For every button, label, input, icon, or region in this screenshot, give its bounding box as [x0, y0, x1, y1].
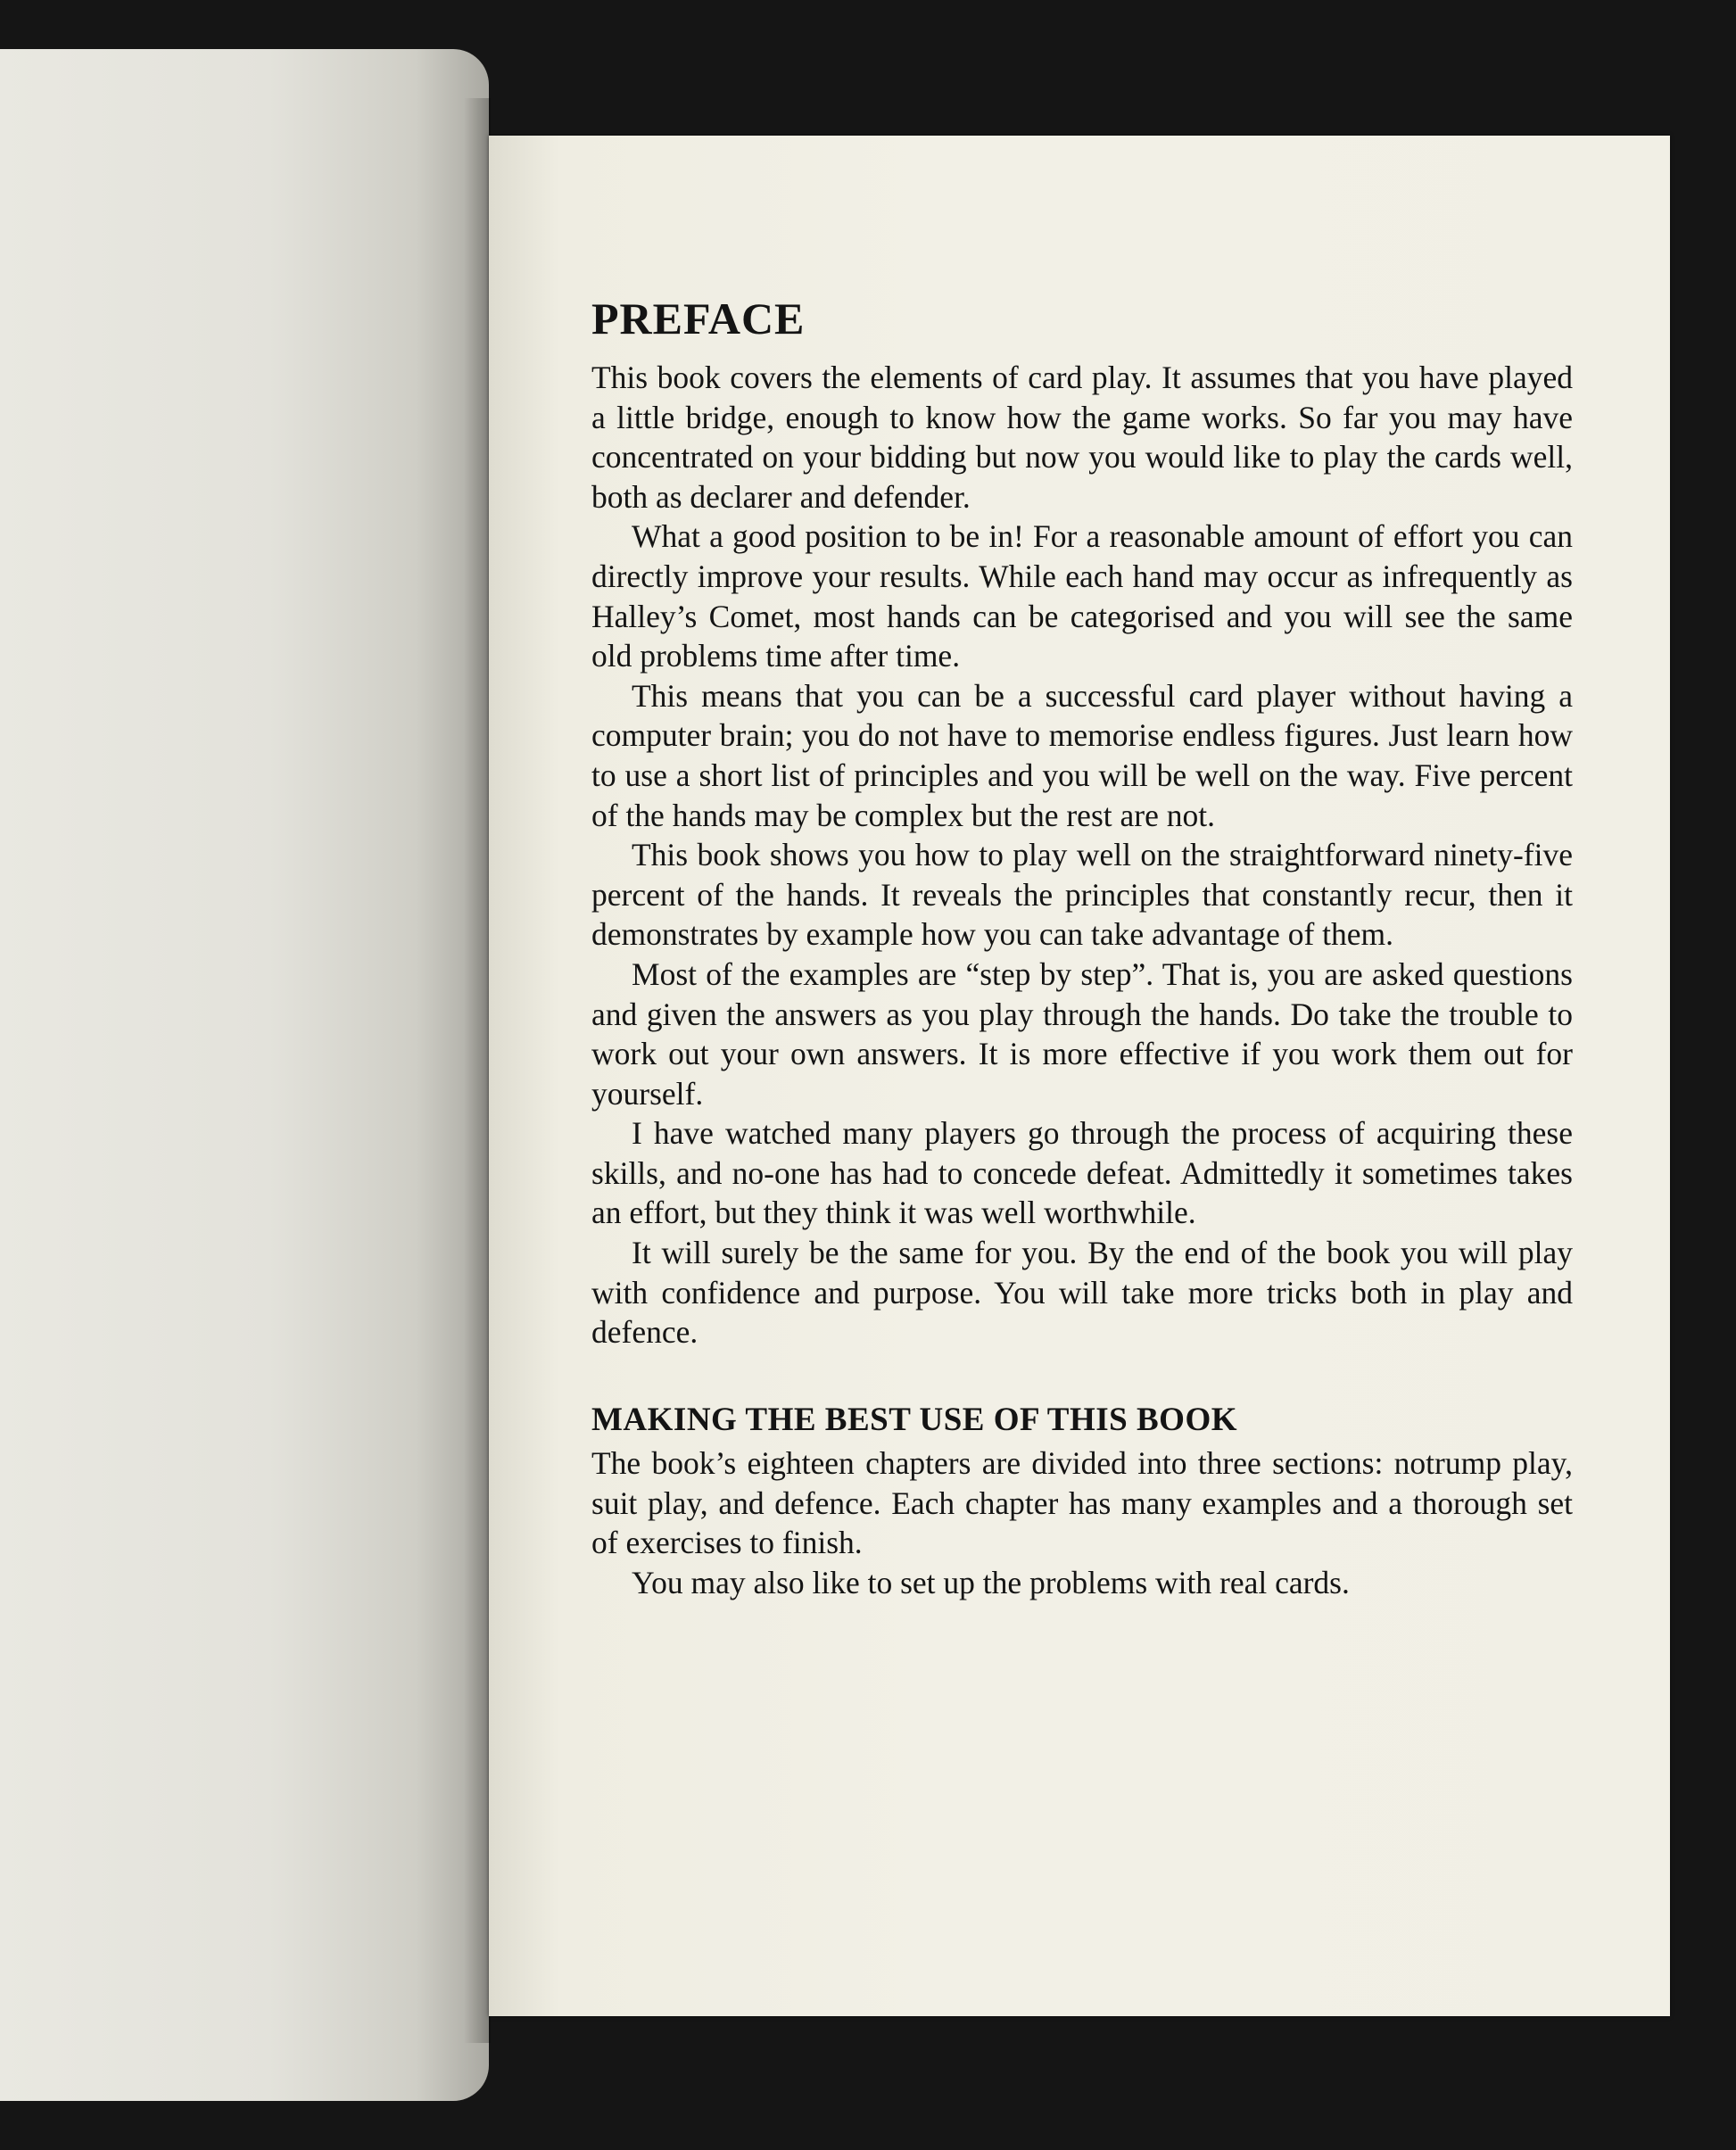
- section-paragraph: You may also like to set up the problems with real cards.: [632, 1565, 1350, 1601]
- right-page: [489, 136, 1670, 2016]
- preface-paragraph: It will surely be the same for you. By the end of the book you will play with confidence and purpose. You will take more tricks both in play and defence.: [591, 1235, 1573, 1351]
- preface-paragraph: This means that you can be a successful card player without having a computer brain; you do not have to memorise endless figures. Just learn how to use a short list of principles and you will be well on the way. Five percent of the hands may be complex but the rest are not.: [591, 677, 1573, 833]
- book-gutter: [464, 98, 491, 2043]
- page-content: [591, 294, 1573, 1603]
- left-page: [0, 49, 489, 2101]
- preface-paragraph: I have watched many players go through the process of acquiring these skills, and no-one has had to concede defeat. Admittedly it sometimes takes an effort, but they think it was well worthwhile.: [591, 1115, 1573, 1231]
- section-paragraph: The book’s eighteen chapters are divided into three sections: notrump play, suit play, and defence. Each chapter has many examples and a thorough set of exercises to finish.: [591, 1445, 1573, 1561]
- section-heading: MAKING THE BEST USE OF THIS BOOK: [591, 1401, 1238, 1438]
- preface-paragraph: This book shows you how to play well on the straightforward ninety-five percent of the hands. It reveals the principles that constantly recur, then it demonstrates by example how you can take advantage of them.: [591, 837, 1573, 953]
- preface-paragraph: What a good position to be in! For a reasonable amount of effort you can directly improve your results. While each hand may occur as infrequently as Halley’s Comet, most hands can be categorised and you will see the same old problems time after time.: [591, 518, 1573, 674]
- preface-paragraph: Most of the examples are “step by step”. That is, you are asked questions and given the answers as you play through the hands. Do take the trouble to work out your own answers. It is more effective if you work them out for yourself.: [591, 955, 1573, 1112]
- preface-title: PREFACE: [591, 294, 806, 343]
- preface-paragraph: This book covers the elements of card play. It assumes that you have played a little bridge, enough to know how the game works. So far you may have concentrated on your bidding but now you would like to play the cards well, both as declarer and defender.: [591, 360, 1573, 515]
